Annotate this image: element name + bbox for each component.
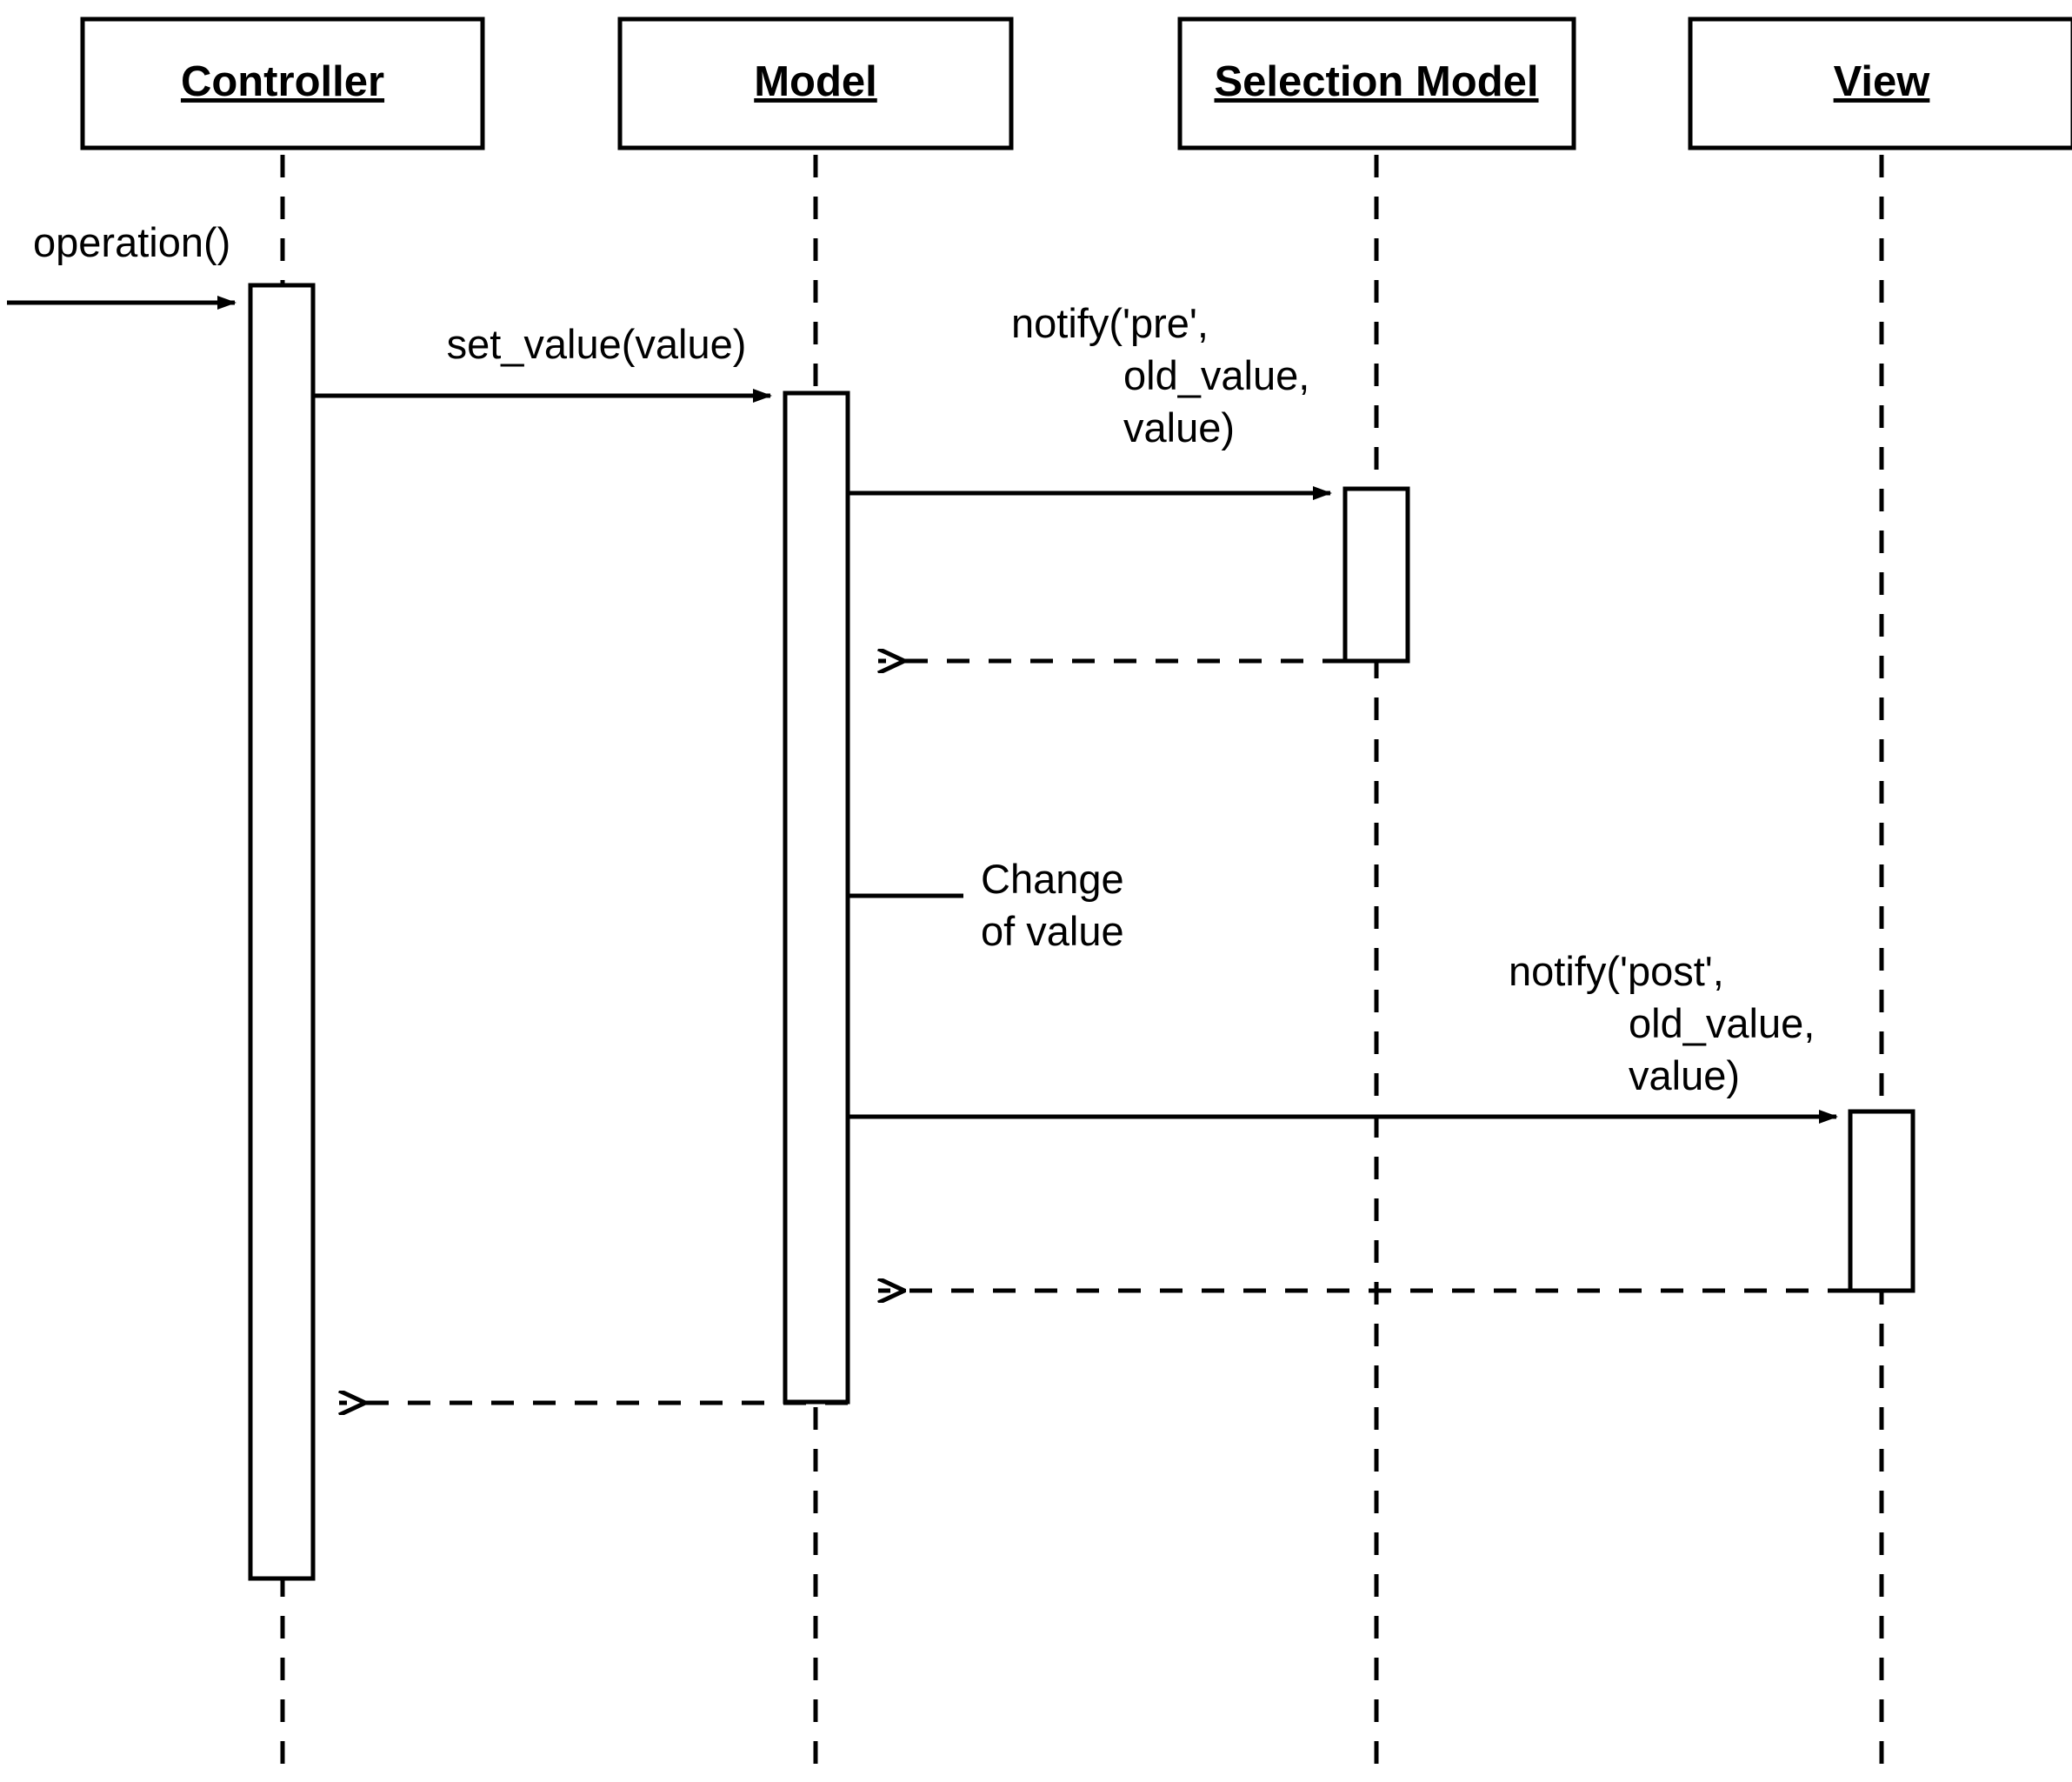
participant-label-selection-model: Selection Model (1214, 58, 1539, 105)
message-label-notify-post-line2: old_value, (1629, 1000, 1815, 1046)
message-label-change-of-value-line1: Change (981, 856, 1124, 902)
message-label-notify-pre-line1: notify('pre', (1011, 300, 1209, 346)
message-label-notify-post-line3: value) (1629, 1052, 1741, 1098)
participant-label-model: Model (754, 58, 877, 105)
participant-selection-model[interactable] (1180, 19, 1574, 1774)
message-notify-post[interactable] (848, 948, 1836, 1117)
message-label-notify-pre-line2: old_value, (1123, 352, 1310, 398)
activation-bar-controller (250, 285, 313, 1578)
message-label-change-of-value-line2: of value (981, 908, 1124, 954)
activation-bar-model (785, 393, 848, 1402)
participant-label-view: View (1833, 58, 1930, 105)
message-operation[interactable] (7, 219, 235, 303)
message-label-notify-post-line1: notify('post', (1509, 948, 1724, 994)
activation-bar-selection-model (1345, 489, 1408, 661)
participant-view[interactable] (1690, 19, 2072, 1774)
activation-bar-view (1850, 1111, 1913, 1291)
message-set-value[interactable] (313, 321, 770, 396)
message-label-notify-pre-line3: value) (1123, 404, 1236, 451)
message-label-operation: operation() (33, 219, 231, 265)
message-notify-pre[interactable] (848, 300, 1330, 493)
message-change-of-value[interactable] (848, 856, 1124, 954)
participant-label-controller: Controller (180, 58, 385, 105)
message-label-set-value: set_value(value) (446, 321, 747, 367)
